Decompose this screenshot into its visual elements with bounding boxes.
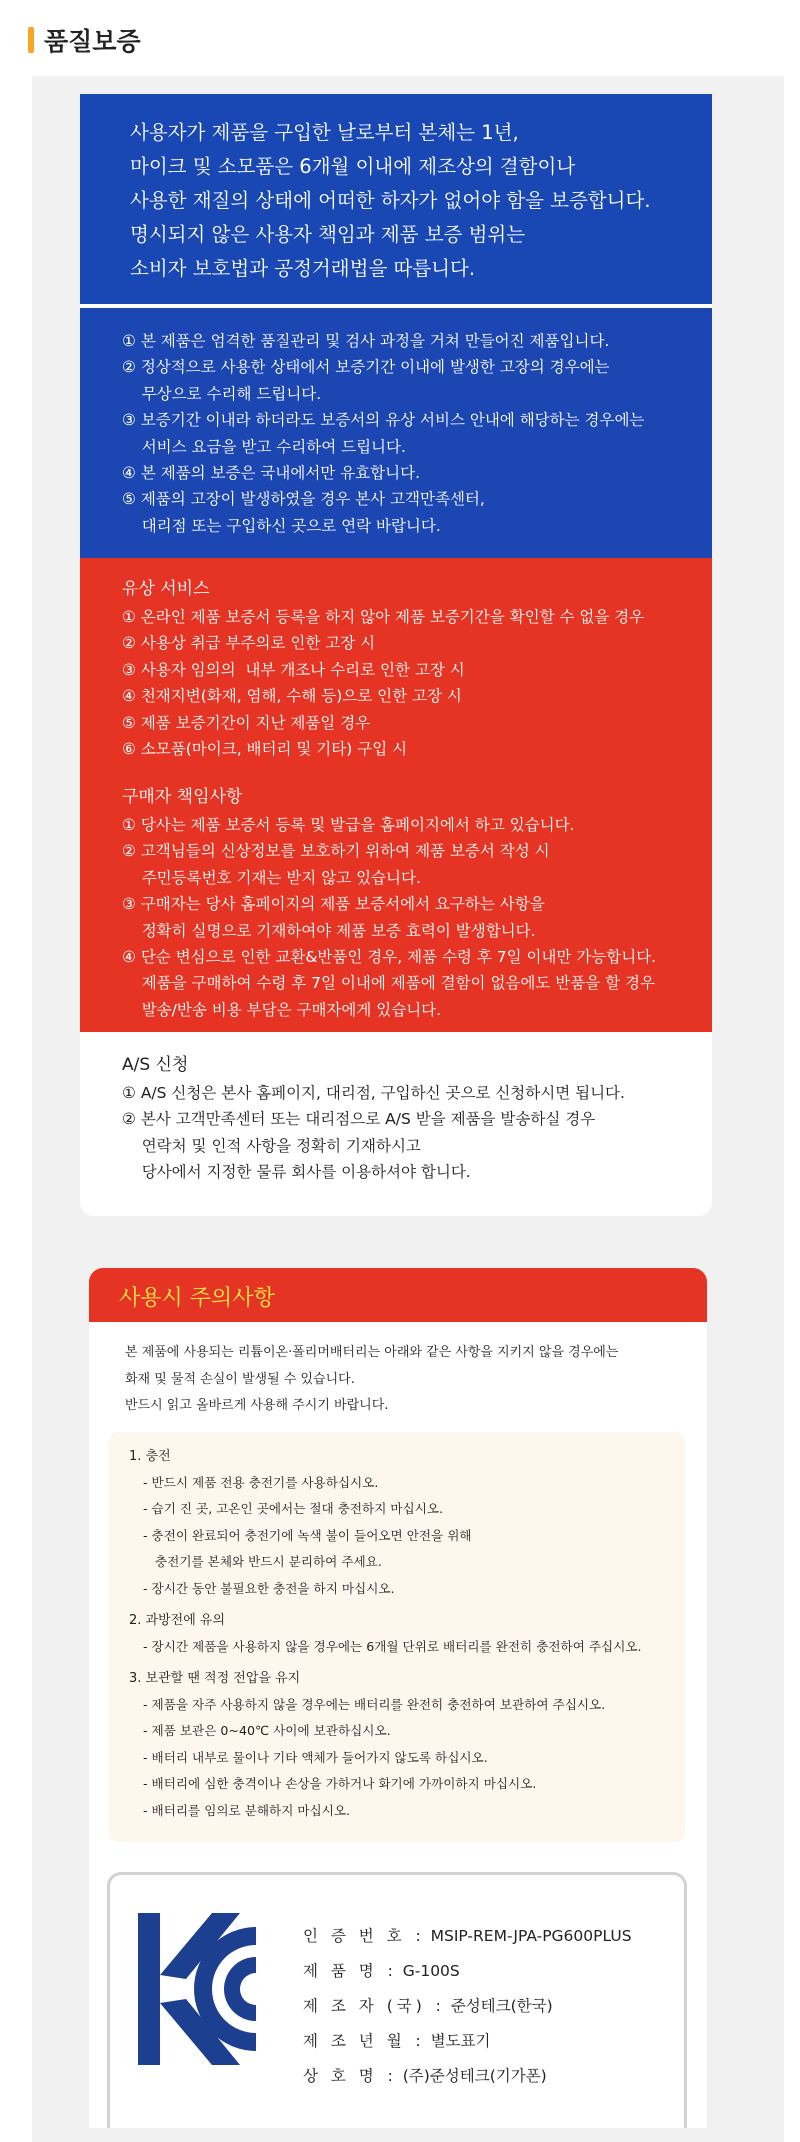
storage-section [129, 1666, 605, 1824]
header-accent-bar [28, 27, 34, 53]
policy-line: ② 정상적으로 사용한 상태에서 보증기간 이내에 발생한 고장의 경우에는 [122, 358, 610, 377]
cert-value: MSIP-REM-JPA-PG600PLUS [430, 1927, 632, 1945]
as-request-block [80, 1032, 712, 1216]
buyer-responsibility-line: 제품을 구매하여 수령 후 7일 이내에 제품에 결함이 없음에도 반품을 할 경우 [122, 974, 655, 993]
section-item: - 장시간 제품을 사용하지 않을 경우에는 6개월 단위로 배터리를 완전히 충전하여 주십시오. [143, 1639, 642, 1654]
section-heading: 3. 보관할 땐 적정 전압을 유지 [129, 1671, 301, 1686]
cert-label: 제 품 명 [303, 1962, 378, 1980]
kc-certification-logo-icon [138, 1913, 268, 2065]
charging-section [129, 1444, 472, 1602]
warranty-card [80, 94, 712, 1216]
cert-value: 별도표기 [430, 2032, 491, 2050]
paid-service-line: ① 온라인 제품 보증서 등록을 하지 않아 제품 보증기간을 확인할 수 없을 경우 [122, 608, 645, 626]
buyer-responsibility-title: 구매자 책임사항 [122, 787, 243, 807]
caution-title: 사용시 주의사항 [119, 1286, 275, 1311]
buyer-responsibility-line: ③ 구매자는 당사 홈페이지의 제품 보증서에서 요구하는 사항을 [122, 895, 545, 914]
as-request-title: A/S 신청 [122, 1055, 189, 1075]
warranty-intro-line: 명시되지 않은 사용자 책임과 제품 보증 범위는 [130, 223, 526, 246]
warranty-intro-line: 소비자 보호법과 공정거래법을 따릅니다. [130, 257, 476, 280]
page-title: 품질보증 [44, 27, 141, 56]
buyer-responsibility-line: 주민등록번호 기재는 받지 않고 있습니다. [122, 868, 421, 887]
buyer-responsibility-line: ② 고객님들의 신상정보를 보호하기 위하여 제품 보증서 작성 시 [122, 842, 550, 861]
section-item: - 배터리를 임의로 분해하지 마십시오. [143, 1802, 351, 1818]
warranty-intro-line: 마이크 및 소모품은 6개월 이내에 제조상의 결함이나 [130, 155, 576, 178]
cert-value: G-100S [402, 1962, 460, 1980]
paid-service-title: 유상 서비스 [122, 579, 210, 599]
policy-line: 서비스 요금을 받고 수리하여 드립니다. [122, 437, 406, 456]
over-discharge-section [129, 1608, 642, 1660]
section-item: - 충전이 완료되어 충전기에 녹색 불이 들어오면 안전을 위해 [143, 1527, 472, 1543]
section-item: - 반드시 제품 전용 충전기를 사용하십시오. [143, 1475, 379, 1490]
page-header [28, 20, 141, 60]
cert-separator: : [410, 1927, 426, 1945]
cert-row [303, 2059, 632, 2094]
section-item: - 장시간 동안 불필요한 충전을 하지 마십시오. [143, 1580, 395, 1596]
buyer-responsibility-line: ④ 단순 변심으로 인한 교환&반품인 경우, 제품 수령 후 7일 이내만 가능합니다. [122, 948, 657, 967]
caution-intro-line: 본 제품에 사용되는 리튬이온·폴리머배터리는 아래와 같은 사항을 지키지 않을 경우에는 [125, 1345, 619, 1360]
as-request-line: 연락처 및 인적 사항을 정확히 기재하시고 [122, 1136, 421, 1155]
cert-label: 상 호 명 [303, 2067, 378, 2085]
paid-service-line: ③ 사용자 임의의 내부 개조나 수리로 인한 고장 시 [122, 660, 465, 679]
section-item: - 제품을 자주 사용하지 않을 경우에는 배터리를 완전히 충전하여 보관하여 주십시오. [143, 1697, 606, 1712]
paid-service-line: ⑥ 소모품(마이크, 배터리 및 기타) 구입 시 [122, 740, 408, 759]
section-item: - 제품 보관은 0~40℃ 사이에 보관하십시오. [143, 1723, 391, 1739]
policy-line: 대리점 또는 구입하신 곳으로 연락 바랍니다. [122, 516, 441, 535]
cert-separator: : [430, 1997, 446, 2015]
section-item: - 습기 진 곳, 고온인 곳에서는 절대 충전하지 마십시오. [143, 1501, 444, 1517]
warranty-intro [80, 94, 712, 306]
cert-row [303, 1954, 632, 1989]
caution-intro-line: 반드시 읽고 올바르게 사용해 주시기 바랍니다. [125, 1398, 389, 1413]
buyer-responsibility-line: 정확히 실명으로 기재하여야 제품 보증 효력이 발생합니다. [122, 921, 536, 940]
cert-row [303, 2024, 632, 2059]
buyer-responsibility-section [122, 782, 656, 1023]
paid-service-line: ② 사용상 취급 부주의로 인한 고장 시 [122, 634, 376, 653]
cert-value: (주)준성테크(기가폰) [402, 2067, 547, 2085]
cert-label: 인 증 번 호 [303, 1927, 406, 1945]
cert-label: 제 조 년 월 [303, 2032, 406, 2050]
section-heading: 1. 충전 [129, 1449, 171, 1464]
warranty-intro-line: 사용자가 제품을 구입한 날로부터 본체는 1년, [130, 121, 519, 144]
section-item: 충전기를 본체와 반드시 분리하여 주세요. [143, 1554, 382, 1570]
buyer-responsibility-line: 발송/반송 비용 부담은 구매자에게 있습니다. [122, 1000, 442, 1019]
paid-service-section [122, 574, 644, 762]
caution-intro [125, 1340, 618, 1420]
cert-value: 준성테크(한국) [450, 1997, 553, 2015]
paid-service-block [80, 558, 712, 1032]
policy-line: 무상으로 수리해 드립니다. [122, 384, 322, 403]
as-request-line: ① A/S 신청은 본사 홈페이지, 대리점, 구입하신 곳으로 신청하시면 됩니다. [122, 1084, 625, 1102]
warranty-intro-line: 사용한 재질의 상태에 어떠한 하자가 없어야 함을 보증합니다. [130, 189, 651, 212]
paid-service-line: ⑤ 제품 보증기간이 지난 제품일 경우 [122, 713, 371, 732]
cert-row [303, 1919, 632, 1954]
cert-separator: : [382, 2067, 398, 2085]
buyer-responsibility-line: ① 당사는 제품 보증서 등록 및 발급을 홈페이지에서 하고 있습니다. [122, 816, 575, 834]
certification-box [107, 1872, 687, 2128]
paid-service-line: ④ 천재지변(화재, 염해, 수해 등)으로 인한 고장 시 [122, 687, 462, 706]
policy-line: ④ 본 제품의 보증은 국내에서만 유효합니다. [122, 464, 420, 483]
cert-row [303, 1989, 632, 2024]
section-item: - 배터리에 심한 충격이나 손상을 가하거나 화기에 가까이하지 마십시오. [143, 1776, 537, 1792]
policy-line: ① 본 제품은 엄격한 품질관리 및 검사 과정을 거쳐 만들어진 제품입니다. [122, 332, 610, 350]
caution-header [89, 1268, 707, 1322]
as-request-line: 당사에서 지정한 물류 회사를 이용하셔야 합니다. [122, 1163, 471, 1182]
certification-details [303, 1919, 632, 2094]
caution-intro-line: 화재 및 물적 손실이 발생될 수 있습니다. [125, 1371, 355, 1387]
policy-line: ③ 보증기간 이내라 하더라도 보증서의 유상 서비스 안내에 해당하는 경우에는 [122, 411, 645, 430]
caution-card [89, 1268, 707, 2128]
section-item: - 배터리 내부로 물이나 기타 액체가 들어가지 않도록 하십시오. [143, 1749, 488, 1765]
cert-separator: : [410, 2032, 426, 2050]
cert-label: 제 조 자 (국) [303, 1997, 426, 2015]
cert-separator: : [382, 1962, 398, 1980]
battery-notes-box [109, 1432, 685, 1842]
as-request-line: ② 본사 고객만족센터 또는 대리점으로 A/S 받을 제품을 발송하실 경우 [122, 1110, 596, 1129]
section-heading: 2. 과방전에 유의 [129, 1613, 226, 1628]
policy-line: ⑤ 제품의 고장이 발생하였을 경우 본사 고객만족센터, [122, 490, 485, 509]
warranty-policy [80, 308, 712, 558]
